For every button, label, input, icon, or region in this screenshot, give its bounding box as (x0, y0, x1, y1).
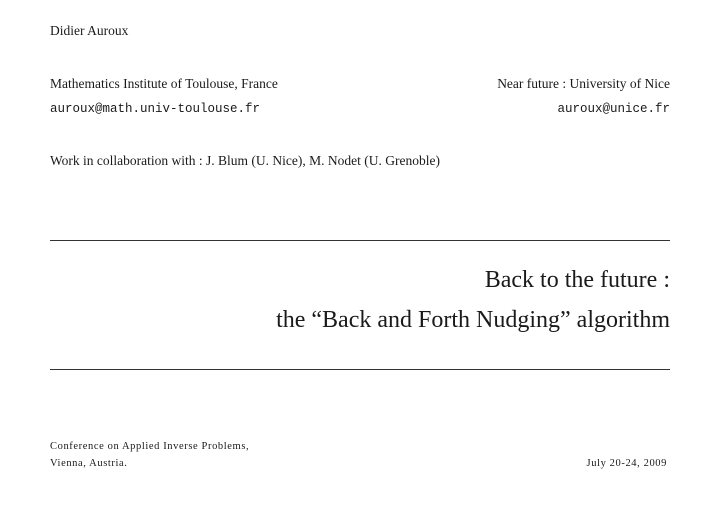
conference-date: July 20-24, 2009 (586, 458, 667, 469)
top-divider (50, 240, 670, 241)
title-line-2: the “Back and Forth Nudging” algorithm (276, 307, 670, 333)
conference-location: Vienna, Austria. (50, 458, 128, 469)
conference-name: Conference on Applied Inverse Problems, (50, 441, 250, 452)
author-name: Didier Auroux (50, 23, 129, 38)
title-line-1: Back to the future : (484, 267, 670, 293)
author-email: auroux@math.univ-toulouse.fr (50, 102, 261, 116)
future-email: auroux@unice.fr (557, 102, 670, 116)
collaboration-note: Work in collaboration with : J. Blum (U. Nice), M. Nodet (U. Grenoble) (50, 153, 440, 168)
bottom-divider (50, 369, 670, 370)
future-affiliation: Near future : University of Nice (497, 76, 670, 91)
author-affiliation: Mathematics Institute of Toulouse, France (50, 76, 278, 91)
